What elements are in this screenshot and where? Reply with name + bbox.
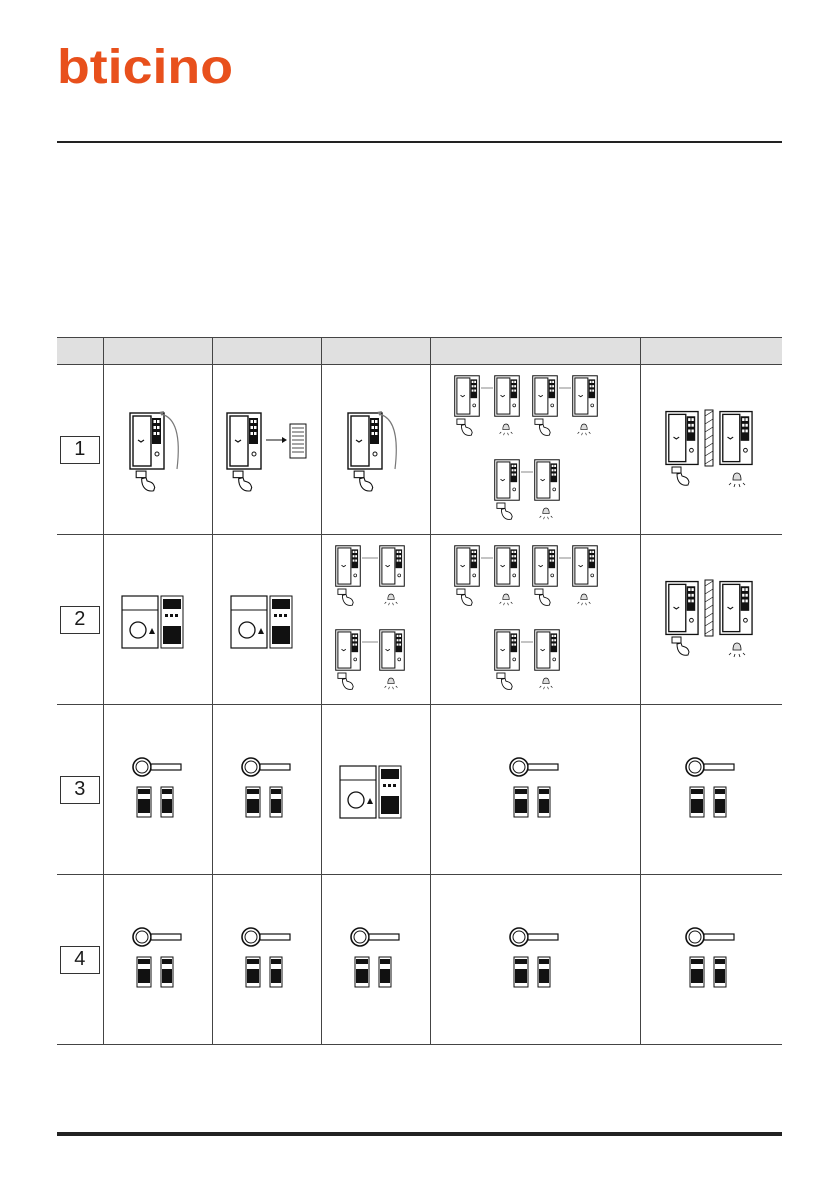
handset-pair-wall-icon bbox=[640, 365, 782, 535]
table-row bbox=[57, 365, 782, 535]
table-header-row bbox=[57, 338, 782, 365]
header-cell bbox=[321, 338, 430, 365]
module-pair-icon bbox=[321, 705, 430, 875]
key-module-icon bbox=[430, 705, 640, 875]
table-row bbox=[57, 705, 782, 875]
handset-quad-icon bbox=[321, 535, 430, 705]
module-pair-icon bbox=[103, 535, 212, 705]
key-module-icon bbox=[640, 875, 782, 1045]
header-cell bbox=[57, 338, 103, 365]
bticino-logo-icon bbox=[57, 45, 235, 90]
header-cell bbox=[212, 338, 321, 365]
handset-loop-icon bbox=[321, 365, 430, 535]
key-module-icon bbox=[640, 705, 782, 875]
logo-text: bticino bbox=[57, 45, 233, 90]
row-number: 1 bbox=[60, 436, 100, 464]
handset-group-icon bbox=[430, 535, 640, 705]
handset-panel-icon bbox=[212, 365, 321, 535]
key-module-icon bbox=[103, 875, 212, 1045]
header-cell bbox=[430, 338, 640, 365]
module-pair-icon bbox=[212, 535, 321, 705]
handset-group-icon bbox=[430, 365, 640, 535]
key-module-icon bbox=[103, 705, 212, 875]
row-number: 4 bbox=[60, 946, 100, 974]
table-row bbox=[57, 535, 782, 705]
header-cell bbox=[103, 338, 212, 365]
key-module-icon bbox=[430, 875, 640, 1045]
key-module-icon bbox=[212, 705, 321, 875]
handset-loop-icon bbox=[103, 365, 212, 535]
row-number: 2 bbox=[60, 606, 100, 634]
header-cell bbox=[640, 338, 782, 365]
table-row bbox=[57, 875, 782, 1045]
top-divider bbox=[57, 141, 782, 143]
key-module-icon bbox=[212, 875, 321, 1045]
brand-logo bbox=[57, 45, 235, 90]
row-number: 3 bbox=[60, 776, 100, 804]
bottom-divider bbox=[57, 1132, 782, 1136]
key-module-icon bbox=[321, 875, 430, 1045]
code-table bbox=[57, 337, 782, 1045]
handset-pair-wall-icon bbox=[640, 535, 782, 705]
